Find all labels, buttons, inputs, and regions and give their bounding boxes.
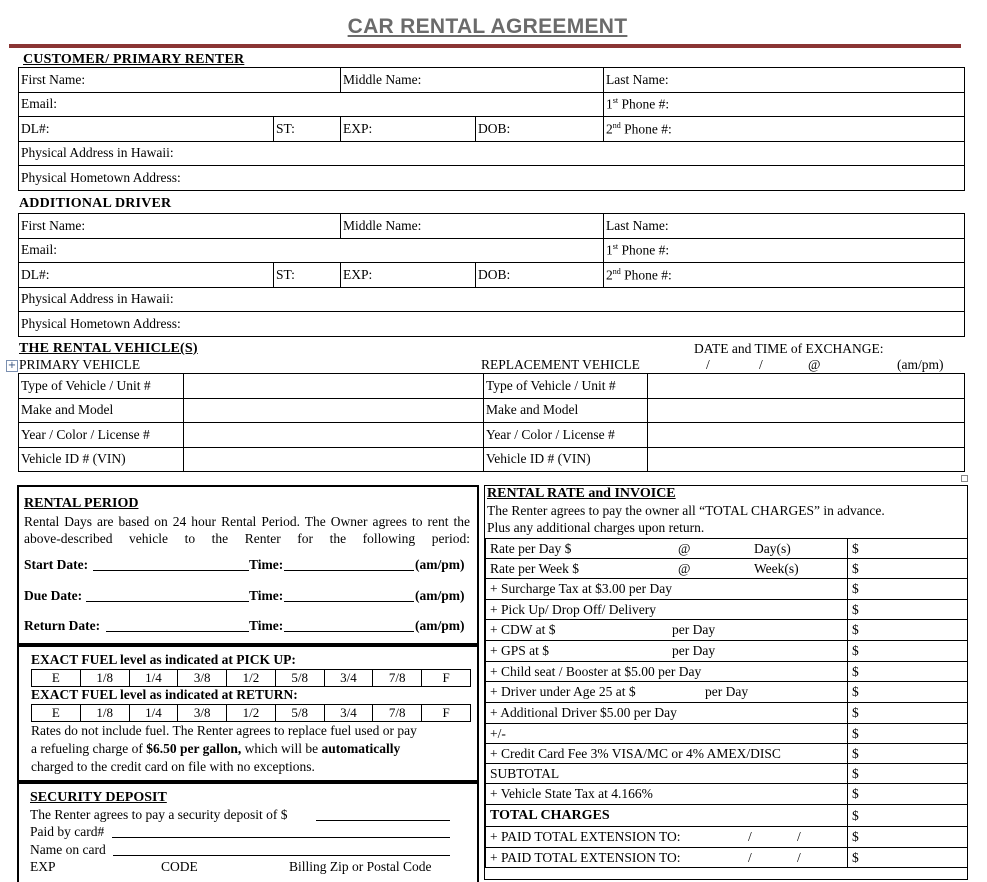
fuel-note-line1: Rates do not include fuel. The Renter agrees to replace fuel used or pay	[31, 723, 417, 738]
vehicle-row-label: Vehicle ID # (VIN)	[19, 447, 184, 472]
start-date-field[interactable]	[93, 558, 249, 571]
state-tax-row: + Vehicle State Tax at 4.166%	[486, 784, 848, 805]
fuel-level-cell[interactable]: F	[422, 670, 471, 687]
due-time-field[interactable]	[284, 589, 414, 602]
ampm-label: (am/pm)	[415, 618, 465, 633]
deposit-exp-label: EXP	[30, 859, 56, 874]
fuel-level-cell[interactable]: 1/2	[227, 705, 276, 722]
fuel-level-cell[interactable]: 7/8	[373, 705, 422, 722]
additional-phone2-field[interactable]: 2nd Phone #:	[604, 263, 965, 288]
primary-phone2-field[interactable]: 2nd Phone #:	[604, 117, 965, 142]
primary-middle-name-field[interactable]: Middle Name:	[341, 68, 604, 93]
vehicle-row-label: Vehicle ID # (VIN)	[484, 447, 648, 472]
primary-dl-field[interactable]: DL#:	[19, 117, 274, 142]
fuel-level-cell[interactable]: 5/8	[275, 705, 324, 722]
deposit-amount-field[interactable]	[316, 808, 450, 821]
ampm-label: (am/pm)	[415, 588, 465, 603]
fuel-level-cell[interactable]: F	[422, 705, 471, 722]
primary-vehicle-make-field[interactable]	[184, 398, 484, 423]
replacement-vehicle-year-field[interactable]	[648, 423, 965, 448]
vehicle-row-label: Type of Vehicle / Unit #	[19, 374, 184, 399]
invoice-text2: Plus any additional charges upon return.	[487, 520, 705, 535]
plusminus-amount[interactable]: $	[848, 724, 968, 744]
start-time-label: Time:	[249, 557, 284, 572]
pickup-row: + Pick Up/ Drop Off/ Delivery	[486, 600, 848, 620]
additional-last-name-field[interactable]: Last Name:	[604, 214, 965, 239]
return-time-field[interactable]	[284, 619, 414, 632]
child-seat-amount[interactable]: $	[848, 662, 968, 682]
return-time-label: Time:	[249, 618, 284, 633]
primary-dob-field[interactable]: DOB:	[476, 117, 604, 142]
fuel-level-cell[interactable]: 3/4	[324, 670, 373, 687]
fuel-pickup-heading: EXACT FUEL level as indicated at PICK UP:	[31, 652, 296, 667]
deposit-name-label: Name on card	[30, 842, 106, 857]
invoice-heading: RENTAL RATE and INVOICE	[487, 486, 676, 501]
primary-hawaii-address-field[interactable]: Physical Address in Hawaii:	[19, 141, 965, 166]
due-date-label: Due Date:	[24, 588, 83, 603]
surcharge-row: + Surcharge Tax at $3.00 per Day	[486, 579, 848, 600]
additional-driver-amount[interactable]: $	[848, 703, 968, 724]
security-deposit-heading: SECURITY DEPOSIT	[30, 790, 167, 805]
extension-amount[interactable]: $	[848, 848, 968, 868]
primary-renter-heading: CUSTOMER/ PRIMARY RENTER	[23, 52, 245, 67]
primary-hometown-address-field[interactable]: Physical Hometown Address:	[19, 166, 965, 191]
pickup-amount[interactable]: $	[848, 600, 968, 620]
fuel-level-cell[interactable]: 1/8	[80, 705, 129, 722]
fuel-level-cell[interactable]: E	[32, 670, 81, 687]
fuel-level-cell[interactable]: 7/8	[373, 670, 422, 687]
due-date-field[interactable]	[86, 589, 249, 602]
rate-week-amount[interactable]: $	[848, 559, 968, 579]
rental-period-text: Rental Days are based on 24 hour Rental Period. The Owner agrees to rent the above-described vehicle to the Renter for the following period:	[24, 514, 470, 546]
exchange-label: DATE and TIME of EXCHANGE:	[694, 341, 884, 356]
cc-fee-row: + Credit Card Fee 3% VISA/MC or 4% AMEX/DISC	[486, 744, 848, 764]
vehicle-row-label: Year / Color / License #	[484, 423, 648, 448]
total-charges-row: TOTAL CHARGES	[486, 805, 848, 827]
deposit-line1: The Renter agrees to pay a security deposit of $	[30, 807, 288, 822]
deposit-code-label: CODE	[161, 859, 198, 874]
primary-vehicle-year-field[interactable]	[184, 423, 484, 448]
additional-driver-table	[18, 213, 965, 337]
exchange-date-slash: /	[759, 357, 763, 372]
cdw-row: + CDW at $ per Day	[486, 620, 848, 641]
additional-middle-name-field[interactable]: Middle Name:	[341, 214, 604, 239]
under25-row: + Driver under Age 25 at $ per Day	[486, 682, 848, 703]
additional-st-field[interactable]: ST:	[274, 263, 341, 288]
replacement-vehicle-make-field[interactable]	[648, 398, 965, 423]
exchange-at: @	[808, 357, 821, 372]
exchange-ampm: (am/pm)	[897, 357, 944, 372]
state-tax-amount[interactable]: $	[848, 784, 968, 805]
additional-driver-row: + Additional Driver $5.00 per Day	[486, 703, 848, 724]
vehicle-row-label: Year / Color / License #	[19, 423, 184, 448]
rental-vehicles-heading: THE RENTAL VEHICLE(S)	[19, 341, 198, 356]
replacement-vehicle-label: REPLACEMENT VEHICLE	[481, 357, 640, 372]
fuel-level-cell[interactable]: 3/4	[324, 705, 373, 722]
rate-day-row: Rate per Day $ @ Day(s)	[486, 539, 848, 559]
primary-last-name-field[interactable]: Last Name:	[604, 68, 965, 93]
fuel-return-scale	[31, 704, 471, 722]
fuel-pickup-scale	[31, 669, 471, 687]
surcharge-amount[interactable]: $	[848, 579, 968, 600]
primary-renter-table	[18, 67, 965, 191]
vehicle-row-label: Make and Model	[19, 398, 184, 423]
primary-vehicle-label: PRIMARY VEHICLE	[19, 357, 141, 372]
deposit-card-field[interactable]	[112, 825, 450, 838]
primary-exp-field[interactable]: EXP:	[341, 117, 476, 142]
fuel-return-heading: EXACT FUEL level as indicated at RETURN:	[31, 687, 298, 702]
primary-vehicle-vin-field[interactable]	[184, 447, 484, 472]
due-time-label: Time:	[249, 588, 284, 603]
primary-phone1-field[interactable]: 1st Phone #:	[604, 92, 965, 117]
table-move-handle-icon[interactable]: +	[7, 360, 17, 371]
exchange-date-slash: /	[706, 357, 710, 372]
additional-hawaii-address-field[interactable]: Physical Address in Hawaii:	[19, 287, 965, 312]
cc-fee-amount[interactable]: $	[848, 744, 968, 764]
rate-day-amount[interactable]: $	[848, 539, 968, 559]
extension-row: + PAID TOTAL EXTENSION TO: / /	[486, 827, 848, 848]
gps-amount[interactable]: $	[848, 641, 968, 662]
replacement-vehicle-vin-field[interactable]	[648, 447, 965, 472]
fuel-level-cell[interactable]: 1/4	[129, 670, 178, 687]
fuel-level-cell[interactable]: E	[32, 705, 81, 722]
page-title: CAR RENTAL AGREEMENT	[347, 15, 628, 38]
additional-first-name-field[interactable]: First Name:	[19, 214, 341, 239]
extension-amount[interactable]: $	[848, 827, 968, 848]
return-date-field[interactable]	[106, 619, 249, 632]
fuel-level-cell[interactable]: 1/8	[80, 670, 129, 687]
resize-handle[interactable]	[961, 475, 968, 482]
fuel-level-cell[interactable]: 1/2	[227, 670, 276, 687]
start-time-field[interactable]	[284, 558, 414, 571]
total-charges-amount[interactable]: $	[848, 805, 968, 827]
primary-st-field[interactable]: ST:	[274, 117, 341, 142]
additional-email-field[interactable]: Email:	[19, 238, 604, 263]
rental-period-heading: RENTAL PERIOD	[24, 496, 139, 511]
return-date-label: Return Date:	[24, 618, 101, 633]
additional-dob-field[interactable]: DOB:	[476, 263, 604, 288]
primary-first-name-field[interactable]: First Name:	[19, 68, 341, 93]
rate-week-row: Rate per Week $ @ Week(s)	[486, 559, 848, 579]
fuel-note-line2: a refueling charge of $6.50 per gallon, which will be automatically	[31, 741, 401, 756]
extension-row: + PAID TOTAL EXTENSION TO: / /	[486, 848, 848, 868]
replacement-vehicle-type-field[interactable]	[648, 374, 965, 399]
additional-dl-field[interactable]: DL#:	[19, 263, 274, 288]
deposit-card-label: Paid by card#	[30, 824, 105, 839]
additional-phone1-field[interactable]: 1st Phone #:	[604, 238, 965, 263]
additional-hometown-address-field[interactable]: Physical Hometown Address:	[19, 312, 965, 337]
subtotal-amount[interactable]: $	[848, 764, 968, 784]
vehicle-row-label: Type of Vehicle / Unit #	[484, 374, 648, 399]
title-divider	[9, 44, 961, 48]
gps-row: + GPS at $ per Day	[486, 641, 848, 662]
deposit-zip-label: Billing Zip or Postal Code	[289, 859, 432, 874]
vehicle-row-label: Make and Model	[484, 398, 648, 423]
subtotal-row: SUBTOTAL	[486, 764, 848, 784]
primary-email-field[interactable]: Email:	[19, 92, 604, 117]
invoice-text1: The Renter agrees to pay the owner all “TOTAL CHARGES” in advance.	[487, 503, 885, 518]
additional-exp-field[interactable]: EXP:	[341, 263, 476, 288]
cdw-amount[interactable]: $	[848, 620, 968, 641]
additional-driver-heading: ADDITIONAL DRIVER	[19, 196, 172, 211]
vehicles-table	[18, 373, 965, 472]
fuel-level-cell[interactable]: 3/8	[178, 705, 227, 722]
start-date-label: Start Date:	[24, 557, 89, 572]
primary-vehicle-type-field[interactable]	[184, 374, 484, 399]
fuel-level-cell[interactable]: 5/8	[275, 670, 324, 687]
fuel-level-cell[interactable]: 3/8	[178, 670, 227, 687]
under25-amount[interactable]: $	[848, 682, 968, 703]
fuel-level-cell[interactable]: 1/4	[129, 705, 178, 722]
ampm-label: (am/pm)	[415, 557, 465, 572]
fuel-note-line3: charged to the credit card on file with no exceptions.	[31, 759, 315, 774]
child-seat-row: + Child seat / Booster at $5.00 per Day	[486, 662, 848, 682]
plusminus-row: +/-	[486, 724, 848, 744]
deposit-name-field[interactable]	[113, 843, 450, 856]
invoice-table	[485, 538, 968, 868]
